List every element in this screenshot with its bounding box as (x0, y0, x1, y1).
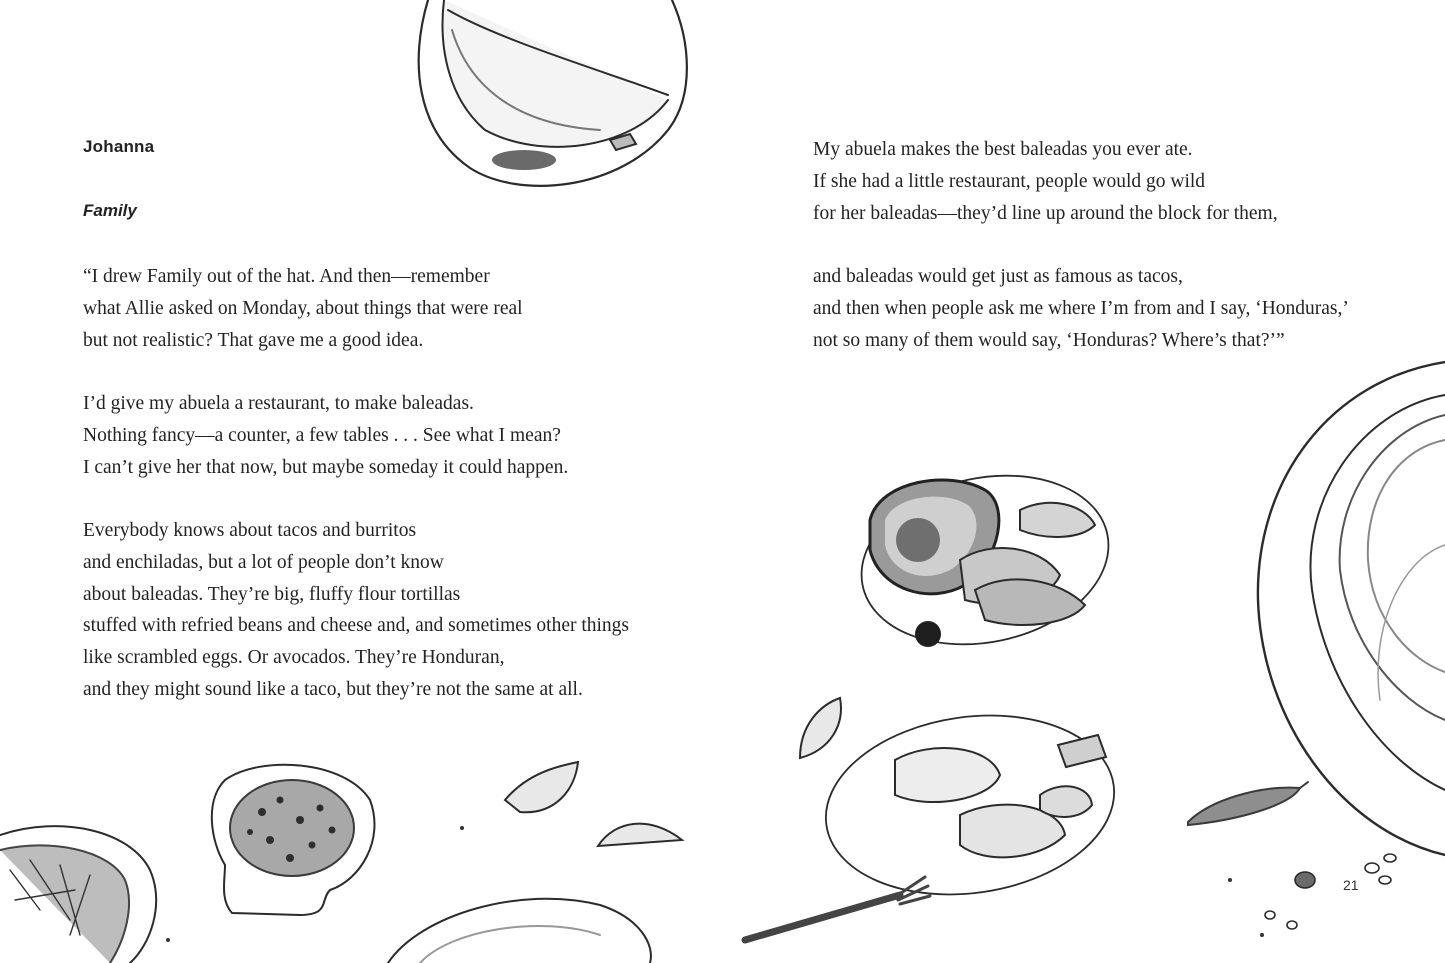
baleadas-plate-with-fork (745, 698, 1126, 940)
chili-pepper (1188, 782, 1308, 825)
avocado-plate (846, 454, 1125, 666)
folded-baleada-plate (419, 0, 687, 186)
verse-line: stuffed with refried beans and cheese and, and sometimes other things (83, 615, 630, 637)
verse-line: what Allie asked on Monday, about things that were real (83, 297, 523, 319)
verse-line: and baleadas would get just as famous as tacos, (813, 266, 1183, 287)
bottom-bowl (388, 899, 651, 963)
verse-line: I’d give my abuela a restaurant, to make baleadas. (83, 393, 474, 414)
tortilla-stack (1258, 362, 1445, 855)
right-stanza-2 (813, 261, 1349, 356)
verse-line: but not realistic? That gave me a good idea. (83, 329, 424, 351)
verse-line: not so many of them would say, ‘Honduras? Where’s that?’” (813, 329, 1285, 351)
salad-bowl (0, 826, 156, 963)
verse-line: My abuela makes the best baleadas you ever ate. (813, 139, 1193, 160)
lime-wedges (505, 698, 841, 846)
right-stanza-1 (813, 134, 1278, 229)
bean-bowl (212, 765, 375, 915)
verse-line: Nothing fancy—a counter, a few tables . . . See what I mean? (83, 424, 561, 446)
verse-line: I can’t give her that now, but maybe someday it could happen. (83, 456, 569, 478)
verse-line: and then when people ask me where I’m from and I say, ‘Honduras,’ (813, 297, 1349, 319)
verse-line: Everybody knows about tacos and burritos (83, 520, 417, 541)
topic-heading: Family (83, 201, 137, 220)
verse-line: “I drew Family out of the hat. And then—remember (83, 266, 490, 287)
verse-line: and they might sound like a taco, but they’re not the same at all. (83, 678, 583, 700)
left-stanza-1 (83, 261, 523, 356)
left-stanza-3 (83, 515, 629, 706)
verse-line: about baleadas. They’re big, fluffy flour tortillas (83, 583, 461, 605)
left-stanza-2 (83, 388, 568, 483)
verse-line: like scrambled eggs. Or avocados. They’re Honduran, (83, 647, 505, 669)
page-number: 21 (1343, 877, 1359, 893)
verse-line: If she had a little restaurant, people would go wild (813, 170, 1206, 192)
verse-line: for her baleadas—they’d line up around the block for them, (813, 202, 1278, 224)
speaker-name: Johanna (83, 137, 155, 156)
verse-line: and enchiladas, but a lot of people don’t know (83, 551, 444, 573)
